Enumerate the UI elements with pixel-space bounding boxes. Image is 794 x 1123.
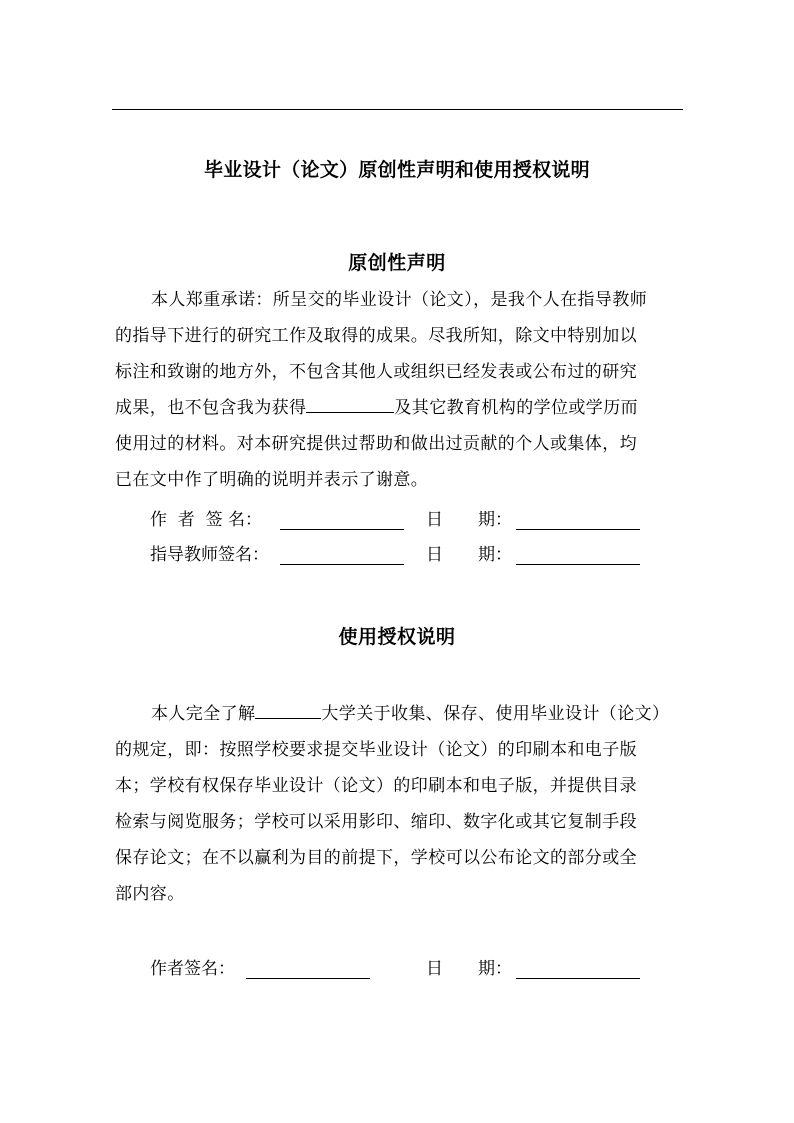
authorization-paragraph bbox=[115, 696, 685, 912]
advisor-signature-row bbox=[150, 539, 640, 569]
paragraph-line: 已在文中作了明确的说明并表示了谢意。 bbox=[115, 470, 429, 490]
paragraph-line: 本；学校有权保存毕业设计（论文）的印刷本和电子版，并提供目录 bbox=[115, 776, 637, 796]
paragraph-line: 部内容。 bbox=[115, 884, 185, 904]
date-label-period: 期： bbox=[478, 509, 512, 530]
originality-section-title: 原创性声明 bbox=[348, 252, 446, 274]
paragraph-text: 及其它教育机构的学位或学历而 bbox=[394, 398, 639, 418]
advisor-signature-label: 指导教师签名： bbox=[150, 544, 269, 565]
paragraph-line: 检索与阅览服务；学校可以采用影印、缩印、数字化或其它复制手段 bbox=[115, 812, 637, 832]
author-signature-field[interactable] bbox=[280, 509, 404, 530]
authorization-date-field[interactable] bbox=[516, 958, 640, 979]
paragraph-line-with-blank bbox=[115, 390, 685, 426]
paragraph-text: 成果，也不包含我为获得 bbox=[115, 398, 307, 418]
authorization-author-label: 作者签名： bbox=[150, 958, 235, 979]
paragraph-text: 本人完全了解 bbox=[151, 704, 256, 724]
authorization-signature-row bbox=[150, 953, 640, 983]
advisor-date-field[interactable] bbox=[516, 544, 640, 565]
degree-blank[interactable] bbox=[306, 398, 394, 413]
date-label-period: 期： bbox=[478, 544, 512, 565]
paragraph-line: 使用过的材料。对本研究提供过帮助和做出过贡献的个人或集体，均 bbox=[115, 434, 637, 454]
paragraph-text: 大学关于收集、保存、使用毕业设计（论文） bbox=[321, 704, 670, 724]
paragraph-line: 本人郑重承诺：所呈交的毕业设计（论文），是我个人在指导教师 bbox=[151, 290, 648, 310]
paragraph-line-with-blank bbox=[115, 696, 685, 732]
paragraph-line: 保存论文；在不以赢利为目的前提下，学校可以公布论文的部分或全 bbox=[115, 848, 637, 868]
originality-paragraph bbox=[115, 282, 685, 498]
authorization-signature-field[interactable] bbox=[246, 958, 370, 979]
header-rule bbox=[112, 109, 683, 110]
date-label-period: 期： bbox=[478, 958, 512, 979]
paragraph-line: 的指导下进行的研究工作及取得的成果。尽我所知，除文中特别加以 bbox=[115, 326, 637, 346]
page-title: 毕业设计（论文）原创性声明和使用授权说明 bbox=[203, 159, 590, 181]
university-blank[interactable] bbox=[255, 704, 321, 719]
author-signature-label: 作 者 签 名： bbox=[150, 509, 263, 530]
date-label-day: 日 bbox=[426, 544, 443, 565]
date-label-day: 日 bbox=[426, 509, 443, 530]
author-date-field[interactable] bbox=[516, 509, 640, 530]
advisor-signature-field[interactable] bbox=[280, 544, 404, 565]
author-signature-row bbox=[150, 504, 640, 534]
authorization-section-title: 使用授权说明 bbox=[338, 626, 456, 648]
paragraph-line: 标注和致谢的地方外，不包含其他人或组织已经发表或公布过的研究 bbox=[115, 362, 637, 382]
date-label-day: 日 bbox=[426, 958, 443, 979]
paragraph-line: 的规定，即：按照学校要求提交毕业设计（论文）的印刷本和电子版 bbox=[115, 740, 637, 760]
